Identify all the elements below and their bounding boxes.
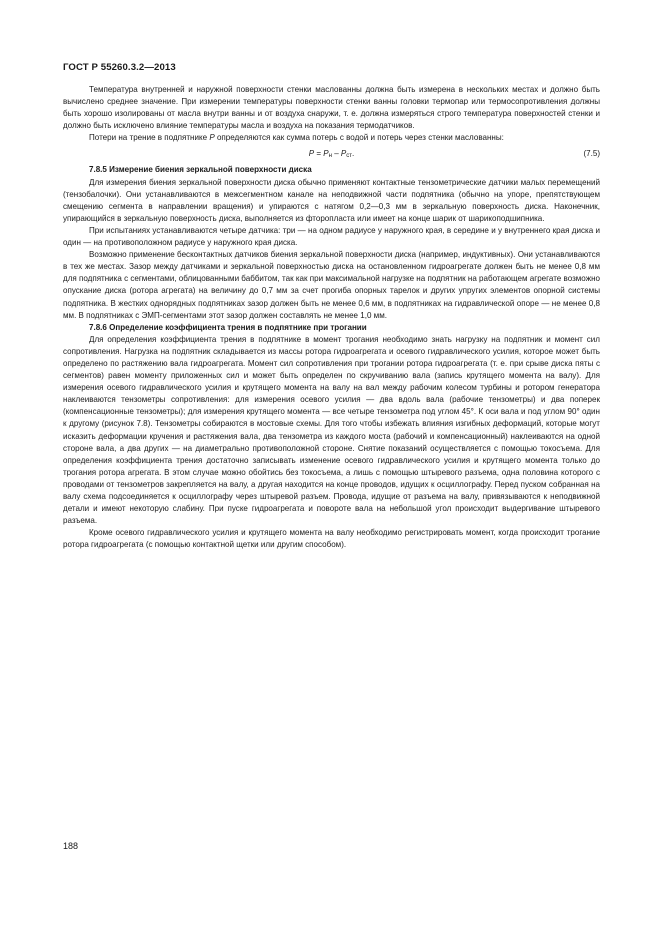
paragraph-four-sensors: При испытаниях устанавливаются четыре датчика: три — на одном радиусе у наружного края, в середине и у внутреннего края диска и один — на противоположном радиусе у наружного края диска. — [63, 225, 600, 248]
formula-term-1: Р — [323, 149, 329, 159]
paragraph-friction-coefficient: Для определения коэффициента трения в подпятнике в момент трогания необходимо знать нагрузку на подпятник и момент сил сопротивления. Нагрузка на подпятник складывается из массы ротора гидроагрегата и осевого гидравлического усилия, которое может быть определено по растяжению вала гидроагрегата. Момент сил сопротивления при трогании ротора гидроагрегата (т. е. при срыве диска пяты с сегментов) равен моменту приложенных сил и может быть определен по скручиванию вала (запись крутящего момента на валу). Для измерения осевого гидравлического усилия и крутящего момента на валу на вал между рабочим колесом турбины и ротором генератора наклеиваются тензометры сопротивления: для измерения осевого усилия — два вдоль вала (рабочие тензометры) и два поперек (компенсационные тензометры); для измерения крутящего момента — все четыре тензометра под углом 45°. К оси вала и под углом 90° один к другому (рисунок 7.8). Тензометры собираются в мостовые схемы. Для того чтобы избежать влияния изгибных деформаций, которые могут исказить деформации кручения и растяжения вала, два тензометра из каждого моста (рабочий и компенсационный) наклеиваются на одной стороне вала, а два других — на диаметрально противоположной стороне. Снятие показаний осуществляется с помощью токосъема. Для определения коэффициента трения достаточно записывать изменение осевого гидравлического усилия и крутящего момента только до трогания ротора агрегата. В этом случае можно обойтись без токосъема, а лишь с помощью штыревого разъема, одна половина которого с проводами от тензометров закрепляется на валу, а другая находится на конце проводов, идущих к осциллографу. Перед пуском собранная на валу схема подсоединяется к осциллографу через штыревой разъем. Провода, идущие от разъема на валу, привязываются к неподвижной детали и имеют некоторую слабину. При пуске гидроагрегата и повороте вала на небольшой угол происходит выдергивание штыревого разъема. — [63, 334, 600, 526]
page-number: 188 — [63, 841, 79, 851]
paragraph-rotor-start-registration: Кроме осевого гидравлического усилия и крутящего момента на валу необходимо регистрировать момент, когда происходит трогание ротора гидроагрегата (с помощью контактной щетки или другим способом). — [63, 528, 600, 550]
formula-term-2-subscript: ст — [346, 153, 353, 160]
paragraph-oil-bath-temperature: Температура внутренней и наружной поверхности стенки маслованны должна быть измерена в нескольких местах и должно быть вычислено среднее значение. При измерении температуры поверхности стенки ванны головки термопар или термосопротивления должны быть хорошо изолированы от масла внутри ванны и от воздуха снаружи, т. е. должна измеряться строго температура поверхностей стенки и должно быть исключено влияние температуры масла и воздуха на показания термодатчиков. — [63, 85, 600, 131]
paragraph-friction-losses — [63, 132, 600, 144]
section-heading-7-8-6: 7.8.6 Определение коэффициента трения в подпятнике при трогании — [89, 322, 367, 332]
formula-equals: = — [314, 149, 324, 159]
formula-expression — [63, 144, 600, 164]
formula-period: . — [352, 149, 355, 159]
text-fragment: Потери на трение в подпятнике — [89, 133, 210, 143]
paragraph-contactless-sensors: Возможно применение бесконтактных датчиков биения зеркальной поверхности диска (например, индуктивных). Они устанавливаются в тех же местах. Зазор между датчиками и зеркальной поверхностью диска на остановленном гидроагрегате должен быть не менее 0,8 мм для подпятника с сегментами, облицованными баббитом, так как при максимальной нагрузке на подпятник на работающем агрегате возможно опускание диска (ротора агрегата) на величину до 0,7 мм за счет прогиба опорных тарелок и других упругих элементов опорной системы подпятника. В жестких однорядных подпятниках зазор должен быть не менее 0,6 мм, в подпятниках на гидравлической опоре — не менее 0,8 мм. В подпятниках с ЭМП-сегментами этот зазор должен составлять не менее 1,0 мм. — [63, 250, 600, 320]
section-heading-7-8-5: 7.8.5 Измерение биения зеркальной поверхности диска — [89, 165, 312, 175]
document-header: ГОСТ Р 55260.3.2—2013 — [63, 62, 176, 73]
document-body — [63, 84, 600, 551]
formula-7-5 — [63, 144, 600, 164]
paragraph-runout-sensors: Для измерения биения зеркальной поверхности диска обычно применяют контактные тензометрические датчики малых перемещений (тензобалочки). Они устанавливаются в межсегментном канале на неподвижной части подпятника (обычно на упоре, препятствующем смещению сегмента в направлении вращения) и упираются с натягом 0,2—0,3 мм в зеркальную поверхность диска. Наконечник, упирающийся в зеркальную поверхность диска, выполняется из фторопласта или имеет на конце шарик от шарикоподшипника. — [63, 177, 600, 223]
formula-number: (7.5) — [583, 149, 600, 159]
formula-lhs: Р — [308, 149, 315, 159]
formula-minus: – — [331, 149, 341, 159]
formula-term-1-subscript: н — [328, 153, 332, 160]
text-fragment: определяются как сумма потерь с водой и потерь через стенки маслованны: — [214, 133, 504, 143]
variable-p: Р — [209, 133, 215, 143]
formula-term-2: Р — [340, 149, 347, 159]
